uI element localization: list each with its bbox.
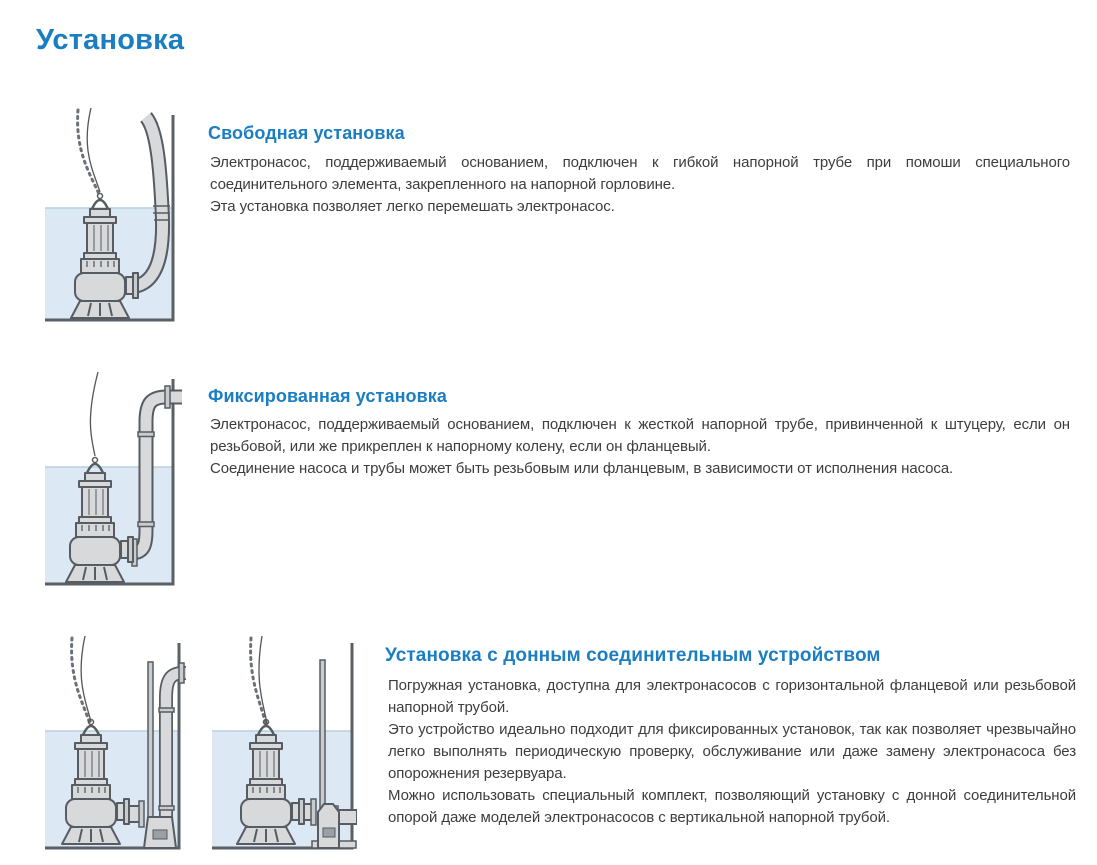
paragraph: Эта установка позволяет легко перемешать электронасос. <box>210 198 615 215</box>
section-heading-bottom-coupling: Установка с донным соединительным устройством <box>385 645 881 666</box>
paragraph: Это устройство идеально подходит для фиксированных установок, так как позволяет чрезвычайно легко выполнять периодическую проверку, обслуживание или даже замену электронасоса без опорожнения резервуара. <box>388 721 1076 782</box>
section-text-free-installation <box>210 152 1070 218</box>
section-heading-free-installation: Свободная установка <box>208 123 405 143</box>
page-title: Установка <box>36 24 185 56</box>
section-text-fixed-installation <box>210 414 1070 480</box>
paragraph: Соединение насоса и трубы может быть резьбовым или фланцевым, в зависимости от исполнения насоса. <box>210 460 954 477</box>
paragraph: Электронасос, поддерживаемый основанием, подключен к гибкой напорной трубе при помоши специального соединительного элемента, закрепленного на напорной горловине. <box>210 154 1070 193</box>
bottom-coupling-vertical-pipe-illustration <box>45 636 187 856</box>
section-text-bottom-coupling <box>388 675 1076 829</box>
section-heading-fixed-installation: Фиксированная установка <box>208 386 448 406</box>
free-installation-illustration <box>45 108 185 328</box>
paragraph: Электронасос, поддерживаемый основанием, подключен к жесткой напорной трубе, привинченной к штуцеру, если он резьбовой, или же прикреплен к напорному колену, если он фланцевый. <box>210 416 1070 455</box>
bottom-coupling-guide-rail-illustration <box>212 636 357 856</box>
paragraph: Можно использовать специальный комплект, позволяющий установку с донной соединительной опорой даже моделей электронасосов с вертикальной напорной трубой. <box>388 787 1076 826</box>
paragraph: Погружная установка, доступна для электронасосов с горизонтальной фланцевой или резьбовой напорной трубой. <box>388 677 1076 716</box>
fixed-installation-illustration <box>45 372 185 592</box>
